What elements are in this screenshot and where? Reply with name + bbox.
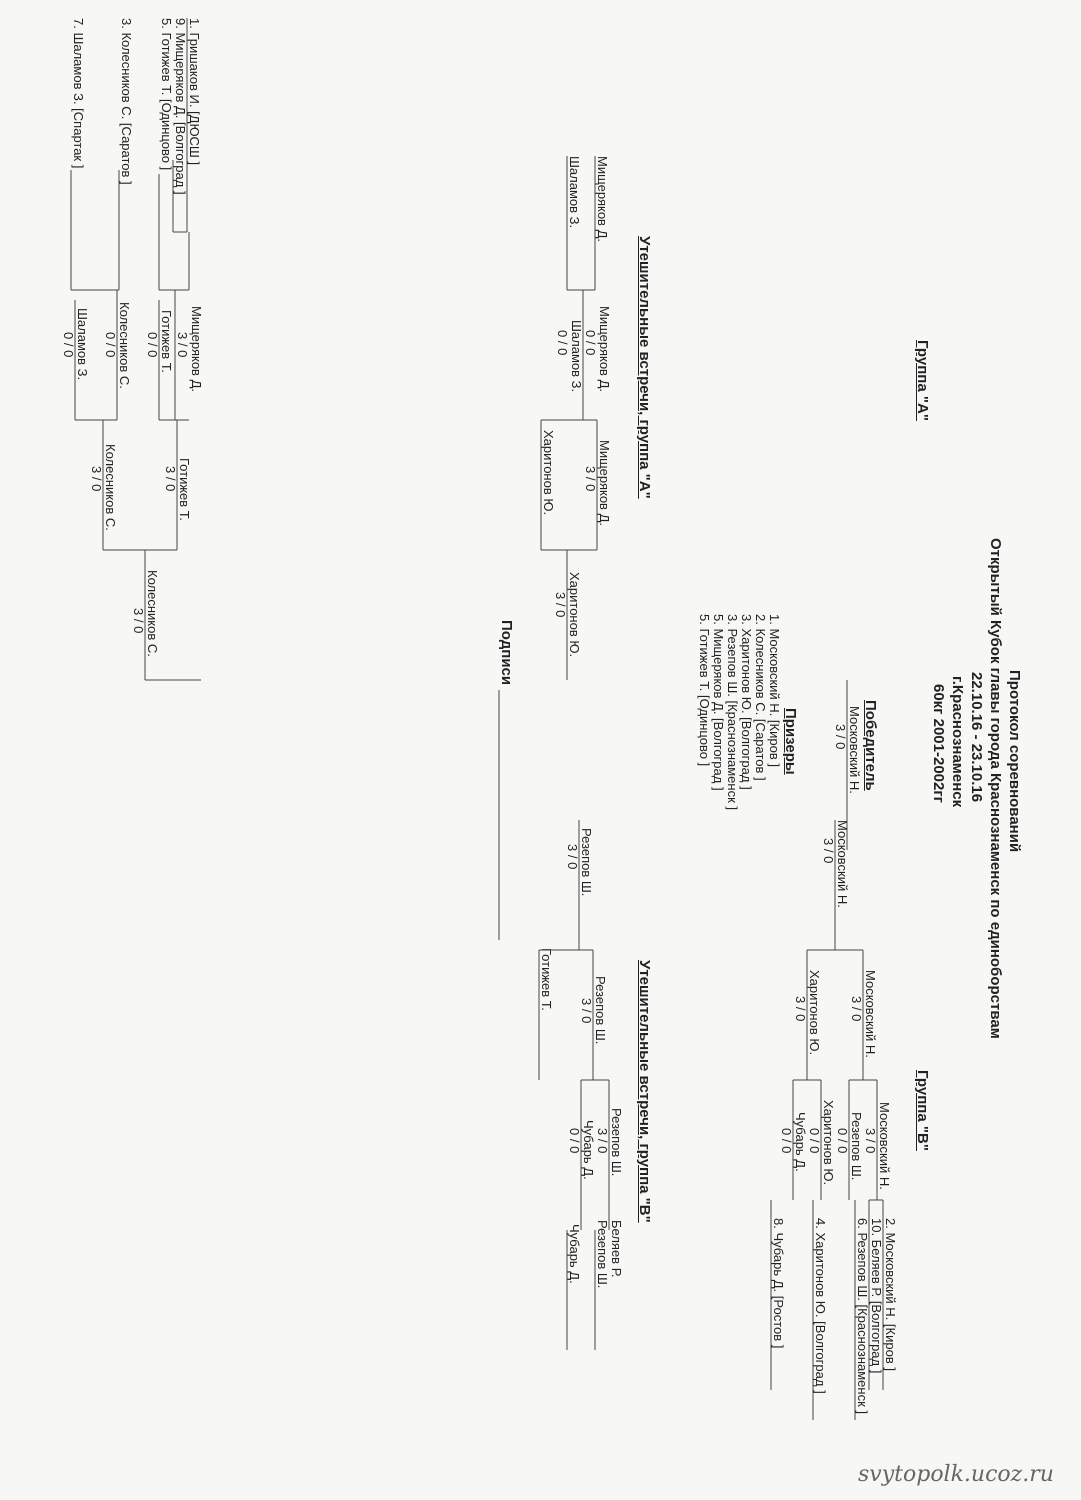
- cons-a-entrant: Шаламов З.: [567, 156, 582, 229]
- cons-a-final-name: Харитонов Ю.: [567, 572, 582, 658]
- group-b-r2-name: Московский Н.: [863, 970, 878, 1058]
- cons-a-final-score: 3 / 0: [553, 592, 568, 618]
- group-b-entrant: 6. Резепов Ш. [Краснознаменск ]: [855, 1218, 870, 1415]
- cons-b-r2-score: 3 / 0: [579, 998, 594, 1024]
- group-b-r1-name: Чубарь Д.: [793, 1112, 808, 1172]
- group-b-r1-name: Московский Н.: [877, 1102, 892, 1190]
- cons-a-r1-score: 0 / 0: [555, 330, 570, 356]
- group-a-entrant: 5. Готижев Т. [Одинцово ]: [159, 18, 174, 171]
- cons-b-r1-name: Резепов Ш.: [609, 1108, 624, 1177]
- group-b-r1-score: 0 / 0: [807, 1128, 822, 1154]
- group-b-entrant: 4. Харитонов Ю. [Волгоград ]: [813, 1218, 828, 1394]
- group-a-r2-score: 3 / 0: [89, 466, 104, 492]
- cons-a-r1-score: 0 / 0: [583, 330, 598, 356]
- winner-name: Московский Н.: [847, 706, 862, 794]
- competition-dates: 22.10.16 - 23.10.16: [968, 672, 985, 803]
- cons-b-r1-score: 3 / 0: [595, 1128, 610, 1154]
- cons-b-r2-name: Резепов Ш.: [593, 976, 608, 1045]
- cup-title: Открытый Кубок главы города Краснознаменск по единоборствам: [987, 538, 1004, 1039]
- competition-city: г.Краснознаменск: [949, 676, 966, 808]
- group-a-entrant: 9. Мищеряков Д. [Волгоград ]: [173, 18, 188, 195]
- prize-item: 1. Московский Н. [Киров ]: [767, 614, 782, 767]
- cons-a-r2-score: 3 / 0: [583, 466, 598, 492]
- group-b-r1-score: 3 / 0: [863, 1128, 878, 1154]
- group-b-r1-name: Харитонов Ю.: [821, 1100, 836, 1186]
- group-a-r1-name: Колесников С.: [117, 302, 132, 389]
- group-a-title: Группа "А": [914, 340, 931, 421]
- prizes-title: Призеры: [782, 708, 799, 775]
- group-a-r2-name: Колесников С.: [103, 444, 118, 531]
- group-a-entrant: 1. Гришаков И. [ДЮСШ ]: [187, 18, 202, 165]
- group-a-r1-name: Мищеряков Д.: [189, 306, 204, 392]
- cons-b-entrant: Резепов Ш.: [595, 1220, 610, 1289]
- group-a-r2-score: 3 / 0: [163, 466, 178, 492]
- group-a-r1-score: 0 / 0: [103, 332, 118, 358]
- cons-b-r2-opponent: Готижев Т.: [539, 948, 554, 1011]
- cons-a-title: Утешительные встречи, группа "А": [636, 236, 653, 499]
- cons-a-entrant: Мищеряков Д.: [595, 156, 610, 242]
- cons-b-entrant: Беляев Р.: [609, 1220, 624, 1278]
- group-b-final-name: Московский Н.: [835, 820, 850, 908]
- cons-a-r1-name: Шаламов З.: [569, 320, 584, 393]
- group-b-r1-name: Резепов Ш.: [849, 1112, 864, 1181]
- cons-a-r2-opponent: Харитонов Ю.: [541, 430, 556, 516]
- cons-b-r1-score: 0 / 0: [567, 1128, 582, 1154]
- group-b-r2-name: Харитонов Ю.: [807, 970, 822, 1056]
- cons-a-r1-name: Мищеряков Д.: [597, 306, 612, 392]
- winner-score: 3 / 0: [833, 724, 848, 750]
- group-a-r1-name: Готижев Т.: [159, 310, 174, 373]
- group-a-entrant: 7. Шаламов З. [Спартак ]: [71, 18, 86, 169]
- group-a-r1-score: 0 / 0: [145, 332, 160, 358]
- cons-b-final-name: Резепов Ш.: [579, 828, 594, 897]
- group-a-r1-score: 3 / 0: [175, 332, 190, 358]
- cons-b-r1-name: Чубарь Д.: [581, 1120, 596, 1180]
- signatures-label: Подписи: [498, 620, 515, 686]
- prize-item: 3. Резепов Ш. [Краснознаменск ]: [725, 614, 740, 811]
- group-b-r2-score: 3 / 0: [849, 996, 864, 1022]
- cons-b-final-score: 3 / 0: [565, 844, 580, 870]
- group-b-r1-score: 0 / 0: [835, 1128, 850, 1154]
- prize-item: 5. Мищеряков Д. [Волгоград ]: [711, 614, 726, 791]
- group-a-r1-score: 0 / 0: [61, 332, 76, 358]
- group-a-r2-name: Готижев Т.: [177, 458, 192, 521]
- group-b-entrant: 2. Московский Н. [Киров ]: [883, 1218, 898, 1371]
- protocol-title: Протокол соревнований: [1006, 670, 1023, 853]
- group-a-r1-name: Шаламов З.: [75, 308, 90, 381]
- group-b-r1-score: 0 / 0: [779, 1128, 794, 1154]
- group-a-final-score: 3 / 0: [131, 608, 146, 634]
- watermark: svytopolk.ucoz.ru: [858, 1462, 1054, 1487]
- group-b-final-score: 3 / 0: [821, 838, 836, 864]
- cons-b-entrant: Чубарь Д.: [567, 1224, 582, 1284]
- prize-item: 5. Готижев Т. [Одинцово ]: [697, 614, 712, 767]
- cons-a-r2-name: Мищеряков Д.: [597, 440, 612, 526]
- prize-item: 3. Харитонов Ю. [Волгоград ]: [739, 614, 754, 790]
- group-b-title: Группа "B": [914, 1070, 931, 1151]
- cons-b-title: Утешительные встречи, группа "B": [636, 960, 653, 1223]
- group-b-entrant: 10. Беляев Р. [Волгоград ]: [869, 1218, 884, 1374]
- group-a-final-name: Колесников С.: [145, 570, 160, 657]
- group-b-r2-score: 3 / 0: [793, 996, 808, 1022]
- group-a-entrant: 3. Колесников С. [Саратов ]: [119, 18, 134, 185]
- group-b-entrant: 8. Чубарь Д. [Ростов ]: [771, 1218, 786, 1349]
- winner-title: Победитель: [862, 700, 879, 791]
- prize-item: 2. Колесников С. [Саратов ]: [753, 614, 768, 781]
- weight-category: 60кг 2001-2002гг: [930, 684, 947, 803]
